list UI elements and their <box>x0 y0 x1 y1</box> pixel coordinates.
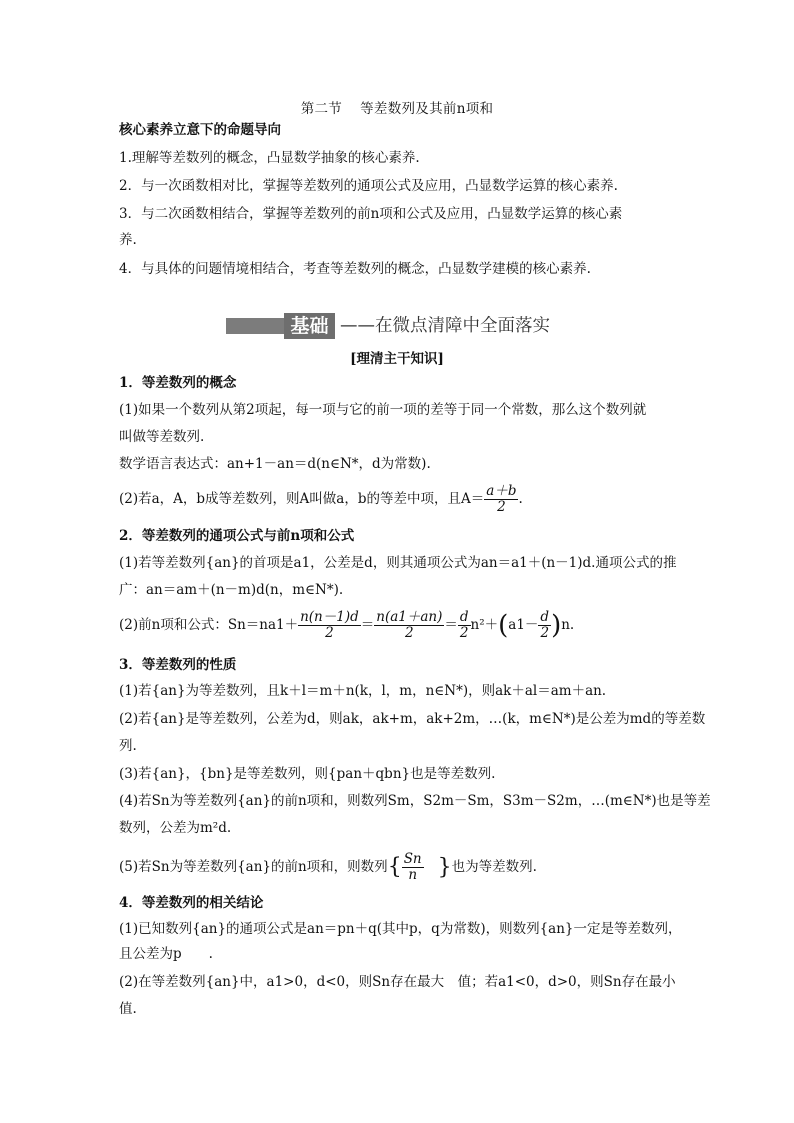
section-name: 等差数列及其前n项和 <box>360 101 494 117</box>
s3-heading: 3．等差数列的性质 <box>119 657 237 673</box>
s4-line-4: 值. <box>119 1001 137 1017</box>
core-item-3: 3．与二次函数相结合，掌握等差数列的前n项和公式及应用，凸显数学运算的核心素 <box>119 206 623 222</box>
s3-line-2: (2)若{an}是等差数列，公差为d，则ak，ak+m，ak+2m，…(k，m∈N*)是公差为md的等差数 <box>119 711 706 727</box>
s2-line-3: (2)前n项和公式：Sn＝na1＋ $\frac{n(n-1)d}{2}$ ＝ $\frac{n(a1+an)}{2}$ ＝ $\frac{d}{2}$ n²＋(a1－ $\frac{d}{2}$ )n. <box>119 609 575 641</box>
fraction-sum-4: $\frac{d}{2}$ <box>540 609 550 641</box>
s2-line-2: 广：an＝am＋(n－m)d(n，m∈N*). <box>119 582 344 598</box>
s2-line-1: (1)若等差数列{an}的首项是a1，公差是d，则其通项公式为an＝a1＋(n－1)d.通项公式的推 <box>119 555 677 571</box>
banner-box: 基础 <box>284 313 335 339</box>
s4-line-2: 且公差为p . <box>119 946 213 962</box>
s3-line-5: (4)若Sn为等差数列{an}的前n项和，则数列Sm，S2m－Sm，S3m－S2m，…(m∈N*)也是等差 <box>119 793 711 809</box>
s1-line-4: (2)若a，A，b成等差数列，则A叫做a，b的等差中项，且A＝ $\frac{a+b}{2}$ . <box>119 483 523 515</box>
core-item-3-cont: 养. <box>119 232 137 248</box>
s3-line-3: 列. <box>119 738 137 754</box>
s4-line-1: (1)已知数列{an}的通项公式是an＝pn＋q(其中p，q为常数)，则数列{an}一定是等差数列， <box>119 921 682 937</box>
fraction-sum-2: $\frac{n(a1+an)}{2}$ <box>376 609 443 641</box>
fraction-sum-1: $\frac{n(n-1)d}{2}$ <box>300 609 359 641</box>
core-item-2: 2．与一次函数相对比，掌握等差数列的通项公式及应用，凸显数学运算的核心素养. <box>119 178 618 194</box>
fraction-sn-over-n: $\frac{Sn}{n}$ <box>403 851 422 883</box>
s1-heading: 1．等差数列的概念 <box>119 375 237 391</box>
core-item-1: 1.理解等差数列的概念，凸显数学抽象的核心素养. <box>119 150 420 166</box>
banner-bar <box>226 318 284 334</box>
s3-line-4: (3)若{an}，{bn}是等差数列，则{pan＋qbn}也是等差数列. <box>119 766 496 782</box>
s3-line-7: (5)若Sn为等差数列{an}的前n项和，则数列{ $\frac{Sn}{n}$ }也为等差数列. <box>119 851 537 883</box>
page-title <box>0 97 794 117</box>
s1-line-2: 叫做等差数列. <box>119 429 205 445</box>
knowledge-subtitle: [理清主干知识] <box>350 351 444 367</box>
core-heading: 核心素养立意下的命题导向 <box>119 122 281 138</box>
s4-line-3: (2)在等差数列{an}中，a1>0，d<0，则Sn存在最大 值；若a1<0，d>0，则Sn存在最小 <box>119 974 676 990</box>
s3-line-1: (1)若{an}为等差数列，且k＋l＝m＋n(k，l，m，n∈N*)，则ak＋al＝am＋an. <box>119 683 607 699</box>
section-banner <box>226 313 566 339</box>
fraction-sum-3: $\frac{d}{2}$ <box>459 609 469 641</box>
s4-heading: 4．等差数列的相关结论 <box>119 895 264 911</box>
fraction-midterm: $\frac{a+b}{2}$ <box>486 483 517 515</box>
section-number: 第二节 <box>300 101 343 117</box>
banner-subtitle: ——在微点清障中全面落实 <box>340 316 550 336</box>
s1-line-3: 数学语言表达式：an+1－an＝d(n∈N*，d为常数). <box>119 456 431 472</box>
core-item-4: 4．与具体的问题情境相结合，考查等差数列的概念，凸显数学建模的核心素养. <box>119 261 591 277</box>
s1-line-1: (1)如果一个数列从第2项起，每一项与它的前一项的差等于同一个常数，那么这个数列就 <box>119 402 647 418</box>
s2-heading: 2．等差数列的通项公式与前n项和公式 <box>119 528 355 544</box>
s3-line-6: 数列，公差为m²d. <box>119 820 232 836</box>
